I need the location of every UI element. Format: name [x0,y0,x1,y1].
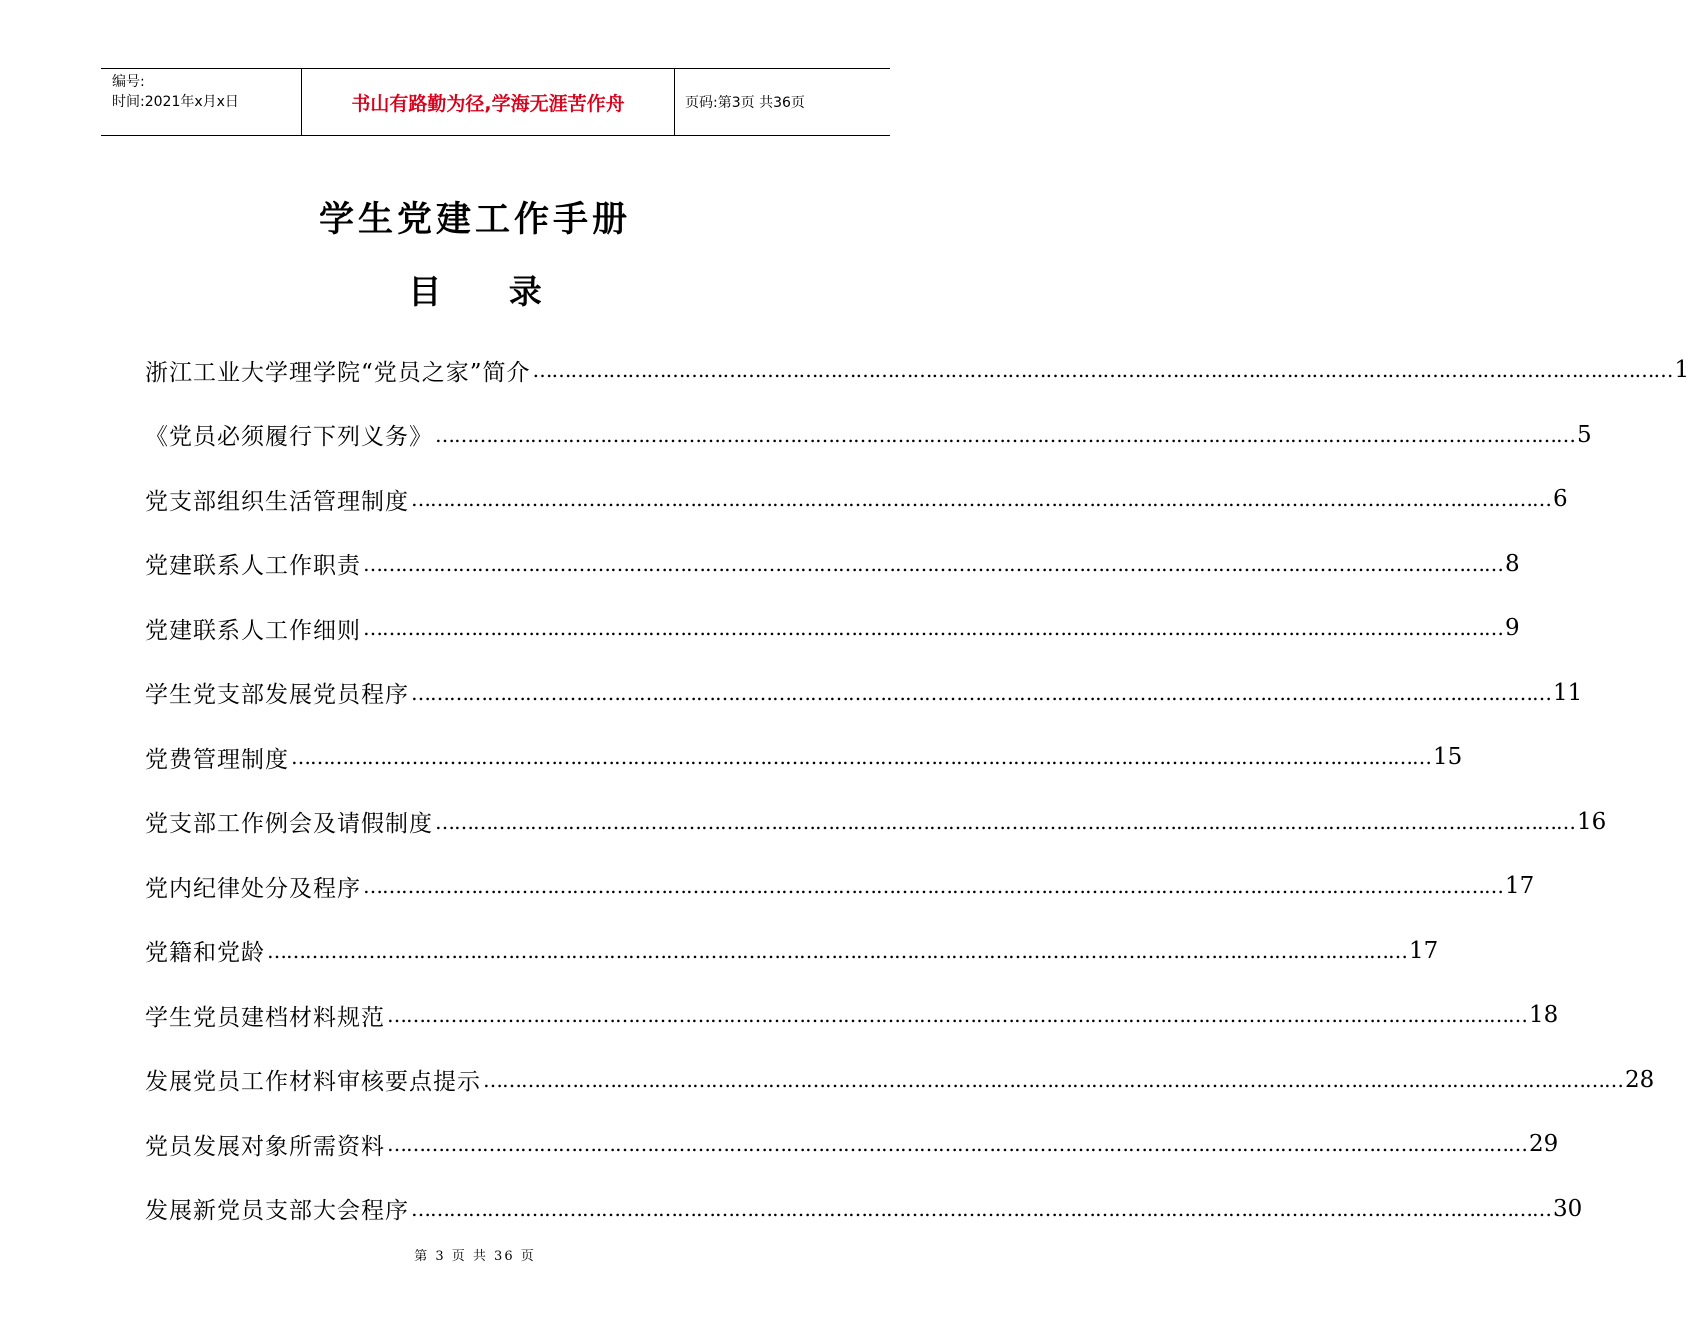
document-title: 学生党建工作手册 [318,199,631,240]
toc-leader-dots: ……………………………………………………………………………………………………………………………………………………………… [411,487,1551,512]
toc-leader-dots: ……………………………………………………………………………………………………………………………………………………………… [483,1067,1623,1092]
toc-entry-title: 学生党支部发展党员程序 [145,682,409,709]
toc-entry[interactable] [145,596,1520,661]
toc-entry-page: 6 [1553,486,1568,513]
header-page-info: 页码:第3页 共36页 [685,95,805,111]
toc-entry[interactable] [145,403,1592,468]
toc-leader-dots: ……………………………………………………………………………………………………………………………………………………………… [411,680,1551,705]
toc-entry-title: 党籍和党龄 [145,940,265,967]
toc-leader-dots: ……………………………………………………………………………………………………………………………………………………………… [411,1196,1551,1221]
toc-entry[interactable] [145,1177,1583,1242]
toc-entry-title: 发展新党员支部大会程序 [145,1198,409,1225]
toc-entry-title: 党费管理制度 [145,746,289,773]
toc-entry-page: 28 [1625,1066,1655,1093]
toc-leader-dots: ……………………………………………………………………………………………………………………………………………………………… [532,358,1673,383]
toc-leader-dots: ……………………………………………………………………………………………………………………………………………………………… [435,809,1575,834]
toc-entry-page: 30 [1553,1195,1583,1222]
page-header [101,68,890,136]
header-number-label: 编号: [112,74,145,90]
toc-entry-page: 16 [1577,808,1607,835]
toc-entry-title: 浙江工业大学理学院“党员之家”简介 [145,359,531,386]
toc-leader-dots: ……………………………………………………………………………………………………………………………………………………………… [363,616,1503,641]
toc-entry[interactable] [145,790,1607,855]
toc-entry[interactable] [145,338,1689,403]
toc-entry[interactable] [145,1048,1655,1113]
toc-entry-page: 18 [1529,1002,1559,1029]
toc-leader-dots: ……………………………………………………………………………………………………………………………………………………………… [435,422,1575,447]
toc-entry-title: 党支部工作例会及请假制度 [145,811,433,838]
toc-entry-page: 9 [1505,615,1520,642]
toc-entry-title: 发展党员工作材料审核要点提示 [145,1069,481,1096]
toc-entry-page: 11 [1553,679,1583,706]
header-meta [101,69,301,135]
toc-entry[interactable] [145,1112,1559,1177]
toc-entry-page: 1 [1674,357,1689,384]
toc-entry[interactable] [145,983,1559,1048]
toc-entry-page: 17 [1505,873,1535,900]
toc-heading: 目 录 [408,272,570,311]
toc-entry-title: 党建联系人工作职责 [145,553,361,580]
toc-entry[interactable] [145,854,1535,919]
toc-entry[interactable] [145,532,1520,597]
page-footer: 第 3 页 共 36 页 [414,1249,536,1264]
toc-entry-title: 《党员必须履行下列义务》 [145,424,433,451]
toc-entry-page: 29 [1529,1131,1559,1158]
toc-leader-dots: ……………………………………………………………………………………………………………………………………………………………… [363,874,1503,899]
toc-entry-title: 党内纪律处分及程序 [145,875,361,902]
toc-leader-dots: ……………………………………………………………………………………………………………………………………………………………… [387,1003,1527,1028]
toc-entry[interactable] [145,661,1583,726]
toc-leader-dots: ……………………………………………………………………………………………………………………………………………………………… [267,938,1407,963]
toc-entry-page: 17 [1409,937,1439,964]
toc-leader-dots: ……………………………………………………………………………………………………………………………………………………………… [291,745,1431,770]
toc-entry[interactable] [145,467,1568,532]
toc-leader-dots: ……………………………………………………………………………………………………………………………………………………………… [363,551,1503,576]
table-of-contents [145,338,1689,1241]
toc-entry-title: 党支部组织生活管理制度 [145,488,409,515]
toc-entry-page: 8 [1505,550,1520,577]
toc-leader-dots: ……………………………………………………………………………………………………………………………………………………………… [387,1132,1527,1157]
toc-entry[interactable] [145,725,1463,790]
toc-entry[interactable] [145,919,1439,984]
toc-entry-title: 党员发展对象所需资料 [145,1133,385,1160]
header-time-label: 时间:2021年x月x日 [112,94,239,110]
toc-entry-title: 党建联系人工作细则 [145,617,361,644]
header-motto: 书山有路勤为径,学海无涯苦作舟 [301,69,675,135]
toc-entry-page: 5 [1577,421,1592,448]
toc-entry-page: 15 [1433,744,1463,771]
toc-entry-title: 学生党员建档材料规范 [145,1004,385,1031]
